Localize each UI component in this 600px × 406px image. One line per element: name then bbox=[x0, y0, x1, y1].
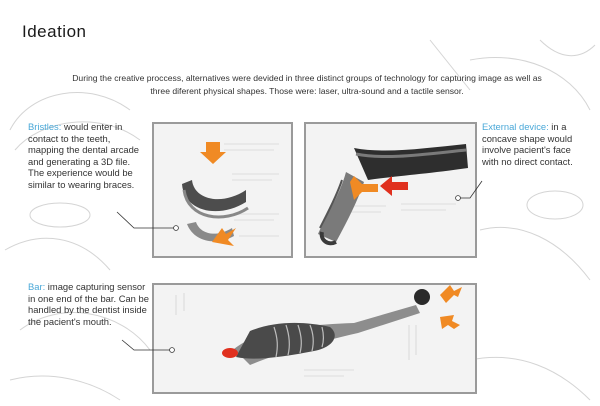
sketch-panel-external-device bbox=[304, 122, 477, 258]
bristles-sketch bbox=[154, 124, 291, 256]
left-arrow-icon bbox=[350, 176, 378, 200]
callout-bristles bbox=[28, 121, 146, 191]
sketch-panel-bar bbox=[152, 283, 477, 394]
callout-external-device bbox=[482, 121, 590, 167]
callout-bristles-text: would enter in contact to the teeth, mapping the dental arcade and generating a 3D file. The experience would be similar to wearing braces. bbox=[28, 121, 140, 190]
callout-bar-text: image capturing sensor in one end of the bar. Can be handled by the dentist inside the pacient's mouth. bbox=[28, 281, 149, 327]
up-arrow-icon bbox=[212, 228, 236, 246]
callout-external-keyword: External device: bbox=[482, 121, 549, 132]
callout-bar bbox=[28, 281, 150, 327]
sketch-panel-bristles bbox=[152, 122, 293, 258]
page-title: Ideation bbox=[22, 22, 87, 41]
arrow-bottom-icon bbox=[440, 315, 460, 329]
bar-sketch bbox=[154, 285, 475, 392]
red-arrow-icon bbox=[380, 176, 408, 196]
down-arrow-icon bbox=[200, 142, 226, 164]
sensor-tip bbox=[222, 348, 238, 358]
callout-external-text: in a concave shape would involve pacient's face with no direct contact. bbox=[482, 121, 573, 167]
intro-paragraph: During the creative proccess, alternatives were devided in three distinct groups of technology for capturing image as well as three diferent physical shapes. Those were: laser, ultra-sound and a tactile sensor. bbox=[72, 73, 542, 96]
callout-bar-keyword: Bar: bbox=[28, 281, 46, 292]
bar-end-ball bbox=[414, 289, 430, 305]
arrow-top-icon bbox=[440, 285, 462, 303]
external-device-sketch bbox=[306, 124, 475, 256]
callout-bristles-keyword: Bristles: bbox=[28, 121, 62, 132]
